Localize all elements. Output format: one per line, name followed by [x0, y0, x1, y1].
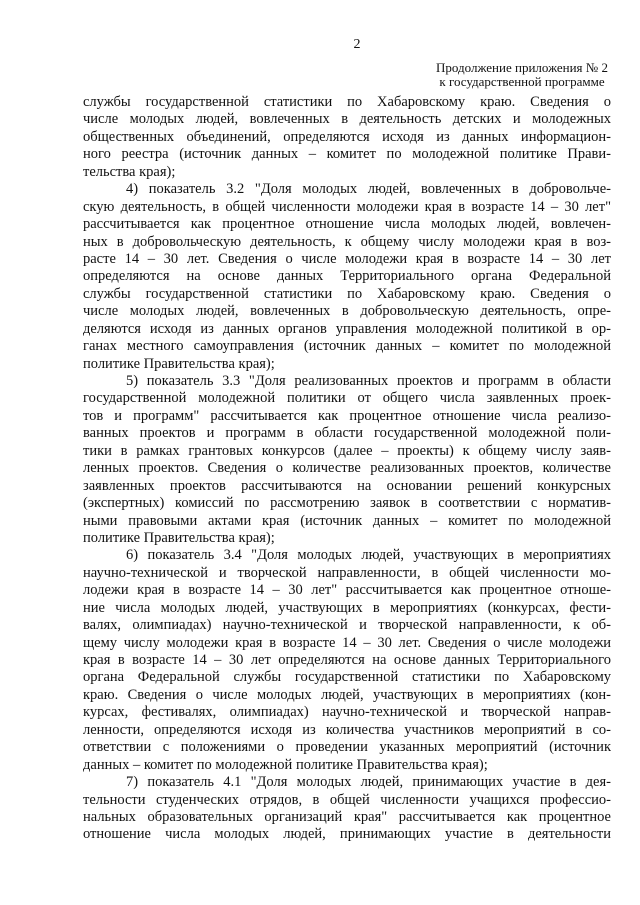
- body-text-line: заявленных проектов рассчитываются на основании решений конкурсных: [83, 477, 611, 494]
- body-text-line: ного реестра (источник данных – комитет по молодежной политике Прави-: [83, 146, 611, 163]
- body-text-line: общественных объединений, определяются исходя из данных информацион-: [83, 128, 611, 145]
- body-text: [83, 94, 611, 844]
- paragraph-first-line: 4) показатель 3.2 "Доля молодых людей, вовлеченных в добровольче-: [126, 181, 611, 198]
- body-text-line: щему числу молодежи края в возрасте 14 – 30 лет. Сведения о числе молодежи: [83, 634, 611, 651]
- body-text-line: службы государственной статистики по Хабаровскому краю. Сведения о: [83, 285, 611, 302]
- body-text-line: числе молодых людей, вовлеченных в деятельность детских и молодежных: [83, 111, 611, 128]
- body-text-line: ными правовыми актами края (источник данных – комитет по молодежной: [83, 512, 611, 529]
- body-text-line: ние числа молодых людей, участвующих в мероприятиях (конкурсах, фести-: [83, 599, 611, 616]
- body-text-line: (экспертных) комиссий по рассмотрению заявок в соответствии с норматив-: [83, 495, 611, 512]
- body-text-line: ных в добровольческую деятельность, к общему числу молодежи края в воз-: [83, 233, 611, 250]
- body-text-line: расте 14 – 30 лет. Сведения о числе молодежи края в возрасте 14 – 30 лет: [83, 250, 611, 267]
- body-text-line: ответствии с положениями о проведении указанных мероприятий (источник: [83, 739, 611, 756]
- body-text-line: деляются исходя из данных органов управления молодежной политикой в ор-: [83, 320, 611, 337]
- body-text-line: рассчитывается как процентное отношение числа молодых людей, вовлечен-: [83, 216, 611, 233]
- body-text-line: ленности, определяются исходя из количества участников мероприятий в со-: [83, 721, 611, 738]
- body-text-line: краю. Сведения о числе молодых людей, участвующих в мероприятиях (кон-: [83, 686, 611, 703]
- body-text-line: тельности студенческих отрядов, в общей численности учащихся профессио-: [83, 791, 611, 808]
- body-text-line: курсах, фестивалях, олимпиадах) научно-технической и творческой направ-: [83, 704, 611, 721]
- body-text-line: лодежи края в возрасте 14 – 30 лет" рассчитывается как процентное отноше-: [83, 582, 611, 599]
- body-text-line: валях, олимпиадах) научно-технической и творческой направленности, к об-: [83, 617, 611, 634]
- body-text-line: ленных проектов. Сведения о количестве реализованных проектов, количестве: [83, 460, 611, 477]
- body-text-line: тельства края);: [83, 163, 176, 180]
- body-text-line: органа Федеральной службы государственной статистики по Хабаровскому: [83, 669, 611, 686]
- body-text-line: определяются на основе данных Территориального органа Федеральной: [83, 268, 611, 285]
- body-text-line: тики в рамках грантовых конкурсов (далее – проекты) к общему числу заяв-: [83, 442, 611, 459]
- appendix-header: [432, 61, 612, 89]
- body-text-line: отношение числа молодых людей, принимающих участие в деятельности: [83, 826, 611, 843]
- body-text-line: края в возрасте 14 – 30 лет определяются на основе данных Территориального: [83, 652, 611, 668]
- paragraph-first-line: 7) показатель 4.1 "Доля молодых людей, принимающих участие в дея-: [126, 774, 611, 791]
- body-text-line: ганах местного самоуправления (источник данных – комитет по молодежной: [83, 338, 611, 355]
- body-text-line: государственной молодежной политики от общего числа заявленных проек-: [83, 390, 611, 407]
- body-text-line: скую деятельность, в общей численности молодежи края в возрасте 14 – 30 лет": [83, 198, 611, 215]
- body-text-line: тов и программ" рассчитывается как процентное отношение числа реализо-: [83, 407, 611, 424]
- body-text-line: данных – комитет по молодежной политике Правительства края);: [83, 756, 488, 773]
- body-text-line: нальных образовательных организаций края" рассчитывается как процентное: [83, 808, 611, 825]
- paragraph-first-line: 5) показатель 3.3 "Доля реализованных проектов и программ в области: [126, 373, 611, 389]
- paragraph-first-line: 6) показатель 3.4 "Доля молодых людей, участвующих в мероприятиях: [126, 547, 611, 564]
- body-text-line: политике Правительства края);: [83, 355, 275, 372]
- appendix-header-line: Продолжение приложения № 2: [436, 60, 608, 75]
- body-text-line: службы государственной статистики по Хабаровскому краю. Сведения о: [83, 94, 611, 110]
- appendix-header-line: к государственной программе: [439, 74, 605, 89]
- body-text-line: политике Правительства края);: [83, 529, 275, 546]
- body-text-line: научно-технической и творческой направленности, в общей численности мо-: [83, 564, 611, 581]
- body-text-line: ванных проектов и программ в области государственной молодежной поли-: [83, 425, 611, 442]
- page-number: 2: [353, 37, 361, 52]
- body-text-line: числе молодых людей, вовлеченных в добровольческую деятельность, опре-: [83, 303, 611, 320]
